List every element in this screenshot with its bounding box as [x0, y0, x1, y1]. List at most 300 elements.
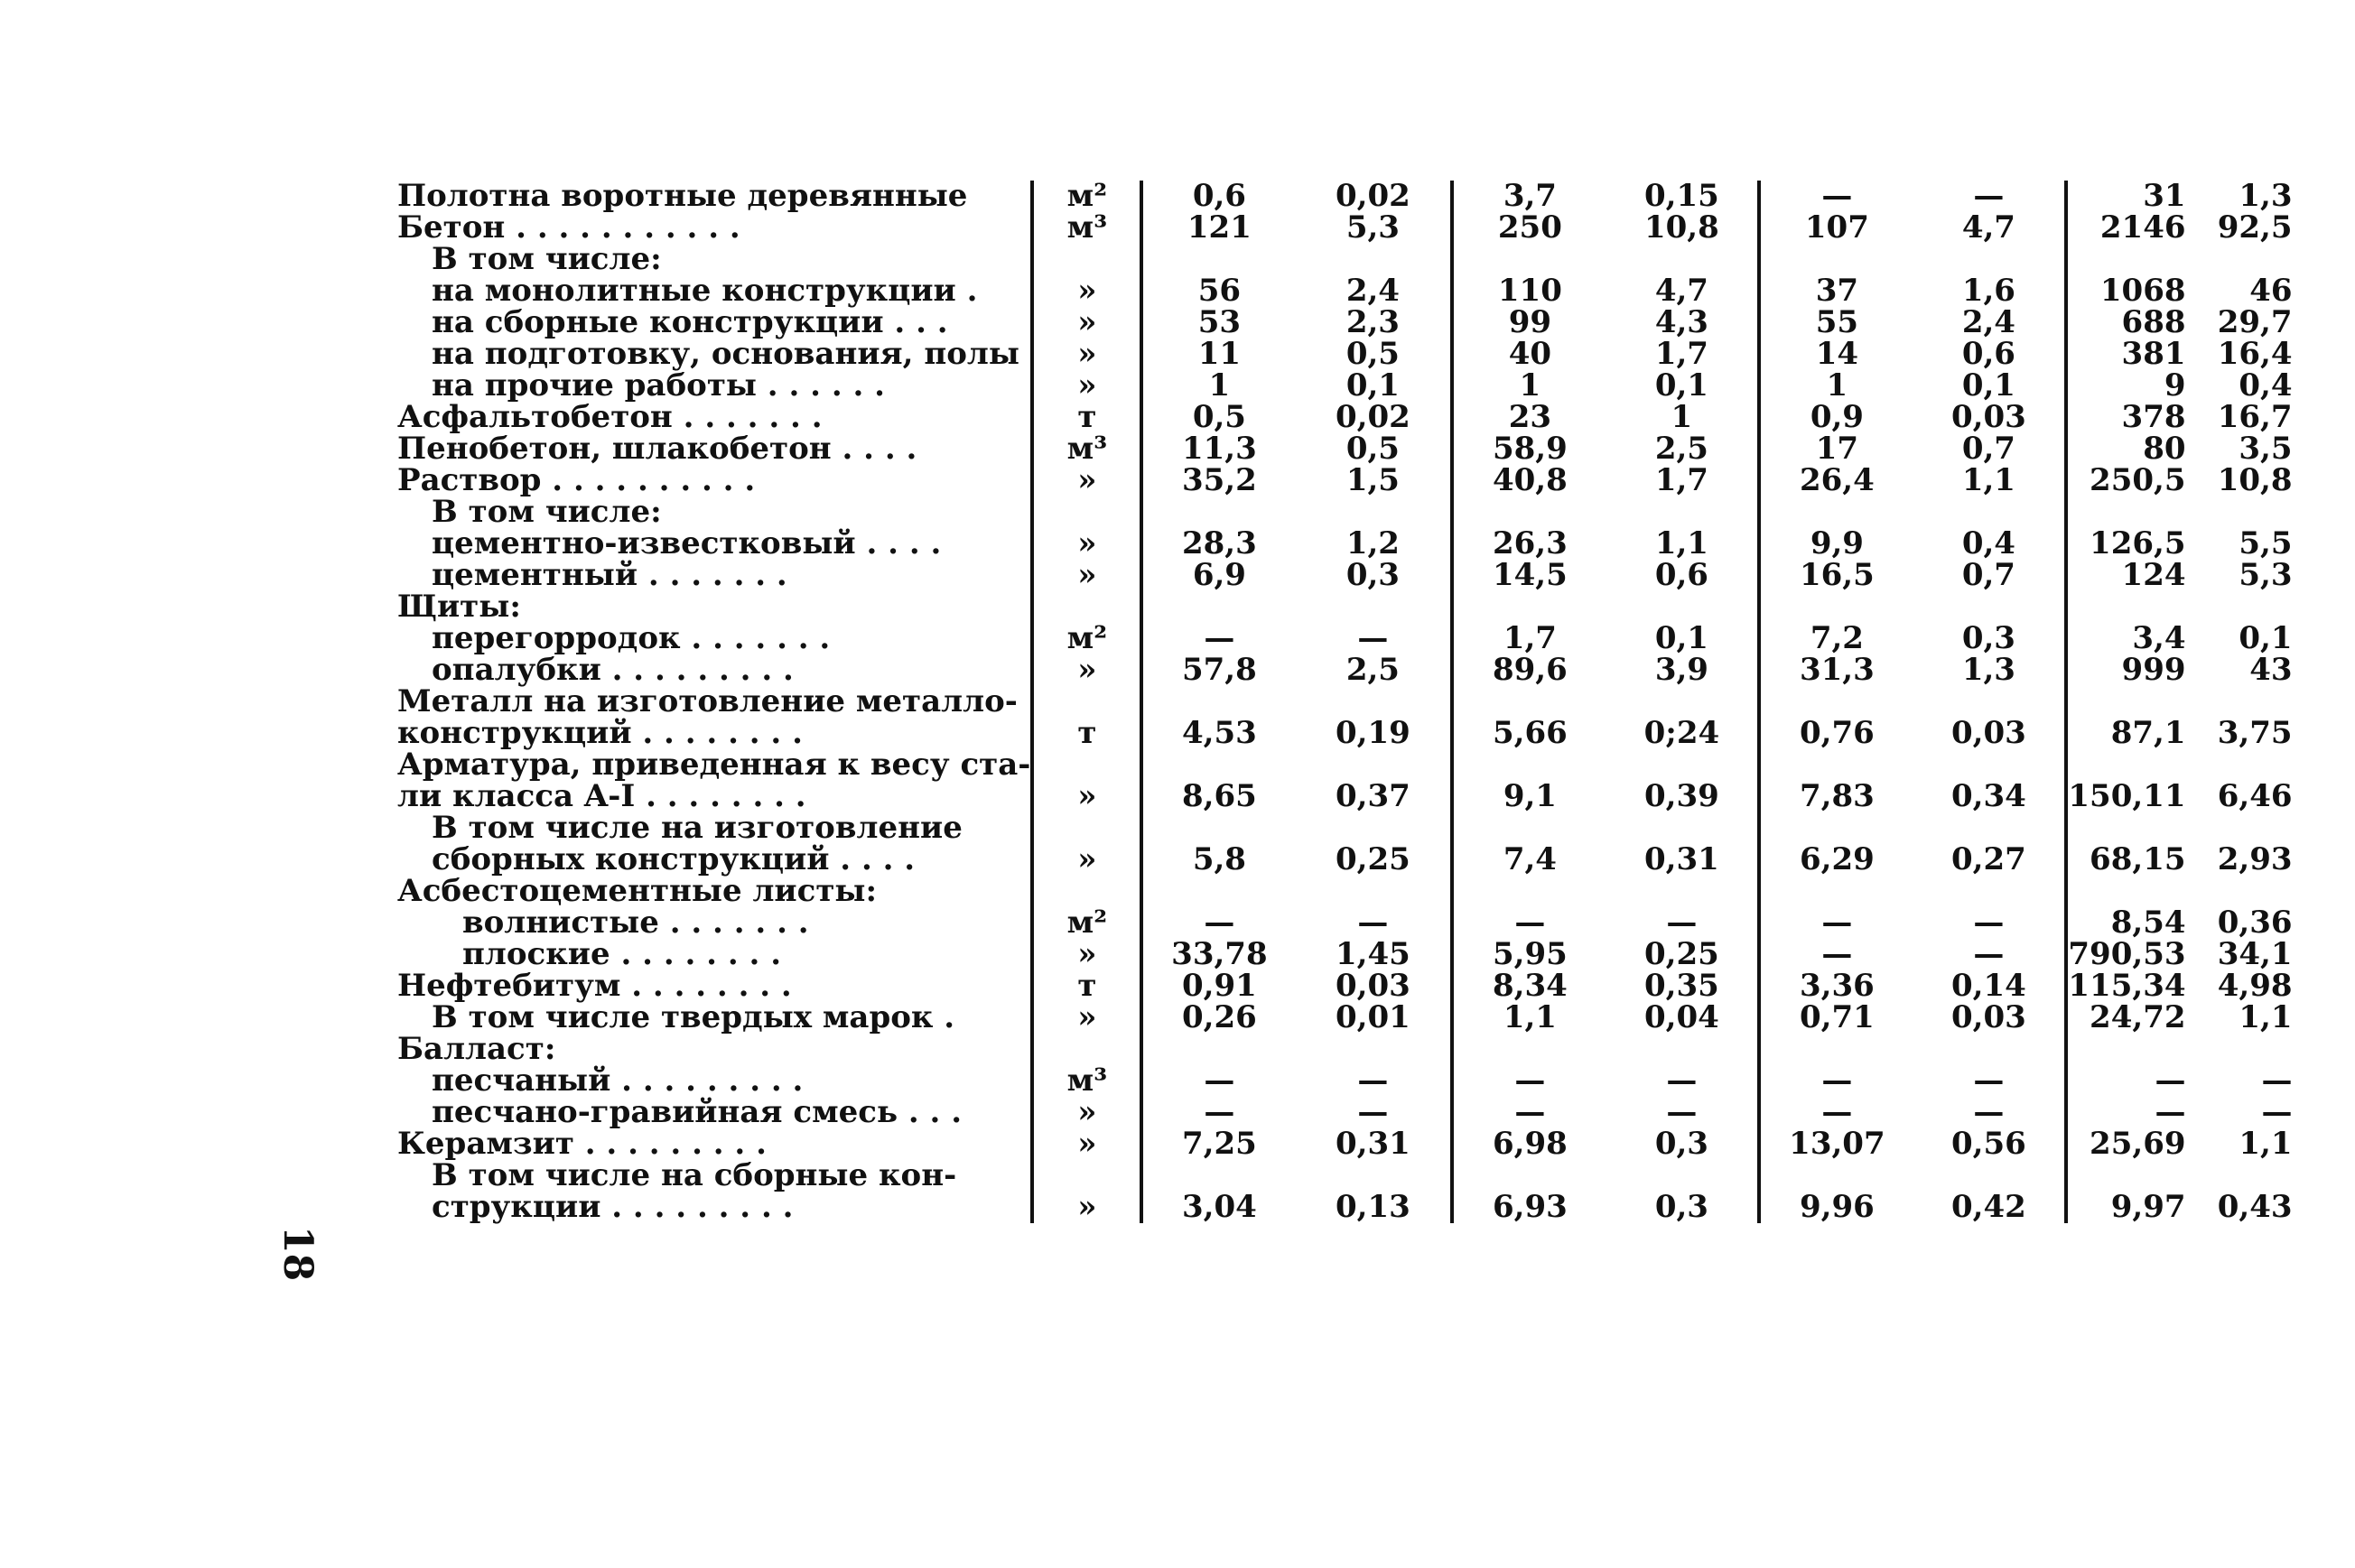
value-cell: 0,4: [2239, 367, 2293, 404]
value-cell: 2,4: [1961, 304, 2015, 340]
value-cell: —: [1666, 1094, 1698, 1130]
table-row: [397, 307, 2293, 339]
unit-cell: м³: [1032, 1065, 1141, 1097]
value-cell: [2193, 591, 2293, 623]
value-cell: 3,04: [1141, 1192, 1295, 1223]
value-cell: 23: [1452, 402, 1606, 433]
value-cell: [2193, 876, 2293, 907]
value-cell: 80: [2066, 433, 2192, 465]
value-cell: 5,3: [1345, 209, 1400, 246]
value-cell: 2146: [2066, 212, 2192, 244]
unit-cell: [1032, 686, 1141, 718]
unit-cell: »: [1032, 1128, 1141, 1160]
unit-cell: »: [1032, 465, 1141, 496]
value-cell: 6,9: [1141, 560, 1295, 591]
table-row: [397, 496, 2293, 528]
unit-cell: »: [1032, 654, 1141, 686]
value-cell: 35,2: [1141, 465, 1295, 496]
table-row: [397, 686, 2293, 718]
value-cell: 8,54: [2066, 907, 2192, 939]
value-cell: 5,66: [1452, 718, 1606, 749]
value-cell: —: [2261, 1094, 2293, 1130]
value-cell: 17: [1759, 433, 1913, 465]
table-row: [397, 623, 2293, 654]
value-cell: 8,65: [1141, 781, 1295, 812]
value-cell: 34,1: [2217, 936, 2293, 972]
material-name: Балласт:: [397, 1031, 556, 1067]
unit-cell: [1032, 244, 1141, 275]
value-cell: [2193, 1160, 2293, 1192]
value-cell: [1913, 749, 2066, 781]
table-row: [397, 402, 2293, 433]
value-cell: [1452, 496, 1606, 528]
value-cell: [2066, 812, 2192, 844]
table-row: [397, 844, 2293, 876]
value-cell: 999: [2066, 654, 2192, 686]
value-cell: [1295, 244, 1452, 275]
value-cell: 1,1: [1452, 1002, 1606, 1034]
material-name: В том числе твердых марок .: [432, 999, 955, 1035]
value-cell: 3,7: [1452, 181, 1606, 212]
value-cell: 3,9: [1654, 652, 1708, 688]
value-cell: [1913, 244, 2066, 275]
material-name: сборных конструкций . . . .: [432, 841, 916, 877]
value-cell: 0,1: [1345, 367, 1400, 404]
value-cell: 0,42: [1950, 1189, 2026, 1225]
value-cell: 1,7: [1452, 623, 1606, 654]
material-name: цементный . . . . . . .: [432, 557, 787, 593]
unit-cell: т: [1032, 970, 1141, 1002]
value-cell: 14: [1759, 339, 1913, 370]
material-name: Нефтебитум . . . . . . . .: [397, 968, 792, 1004]
value-cell: [1452, 591, 1606, 623]
value-cell: 107: [1759, 212, 1913, 244]
value-cell: 33,78: [1141, 939, 1295, 970]
value-cell: 9: [2066, 370, 2192, 402]
table-row: [397, 244, 2293, 275]
value-cell: —: [1759, 1065, 1913, 1097]
table-row: [397, 781, 2293, 812]
value-cell: 0,5: [1345, 336, 1400, 372]
material-name: Полотна воротные деревянные: [397, 178, 968, 214]
value-cell: 40: [1452, 339, 1606, 370]
table-row: [397, 1065, 2293, 1097]
value-cell: 0,27: [1950, 841, 2026, 877]
value-cell: 26,4: [1759, 465, 1913, 496]
value-cell: 790,53: [2066, 939, 2192, 970]
value-cell: 7,4: [1452, 844, 1606, 876]
value-cell: 40,8: [1452, 465, 1606, 496]
unit-cell: »: [1032, 781, 1141, 812]
value-cell: 7,83: [1759, 781, 1913, 812]
table-row: [397, 939, 2293, 970]
value-cell: [1141, 496, 1295, 528]
value-cell: 1: [1671, 399, 1693, 435]
value-cell: 9,96: [1759, 1192, 1913, 1223]
value-cell: 1,1: [1961, 462, 2015, 498]
value-cell: 110: [1452, 275, 1606, 307]
value-cell: 5,3: [2239, 557, 2293, 593]
value-cell: 28,3: [1141, 528, 1295, 560]
value-cell: 0,1: [1961, 367, 2015, 404]
value-cell: 11,3: [1141, 433, 1295, 465]
value-cell: 0,31: [1643, 841, 1719, 877]
value-cell: 1,3: [1961, 652, 2015, 688]
value-cell: 7,25: [1141, 1128, 1295, 1160]
value-cell: 0,3: [1654, 1126, 1708, 1162]
value-cell: 0,1: [1654, 620, 1708, 656]
value-cell: 0,7: [1961, 431, 2015, 467]
value-cell: [2193, 812, 2293, 844]
table-row: [397, 907, 2293, 939]
value-cell: 0,43: [2217, 1189, 2293, 1225]
value-cell: 24,72: [2066, 1002, 2192, 1034]
value-cell: 0,03: [1335, 968, 1410, 1004]
value-cell: [2066, 1034, 2192, 1065]
value-cell: —: [1357, 905, 1389, 941]
value-cell: —: [1452, 1097, 1606, 1128]
material-name: волнистые . . . . . . .: [462, 905, 809, 941]
unit-cell: [1032, 749, 1141, 781]
value-cell: 0,15: [1643, 178, 1719, 214]
table-row: [397, 1034, 2293, 1065]
value-cell: [1295, 496, 1452, 528]
value-cell: [1295, 686, 1452, 718]
value-cell: [1606, 591, 1759, 623]
value-cell: 0,04: [1643, 999, 1719, 1035]
value-cell: 99: [1452, 307, 1606, 339]
value-cell: [1141, 749, 1295, 781]
unit-cell: м³: [1032, 433, 1141, 465]
value-cell: 29,7: [2217, 304, 2293, 340]
unit-cell: [1032, 591, 1141, 623]
material-name: песчано-гравийная смесь . . .: [432, 1094, 963, 1130]
value-cell: [1295, 1160, 1452, 1192]
value-cell: 0,3: [1345, 557, 1400, 593]
value-cell: 0,02: [1335, 399, 1410, 435]
value-cell: 0,03: [1950, 999, 2026, 1035]
value-cell: 0,9: [1759, 402, 1913, 433]
value-cell: [1913, 591, 2066, 623]
value-cell: 0,39: [1643, 778, 1719, 814]
value-cell: 1,7: [1654, 336, 1708, 372]
unit-cell: м²: [1032, 907, 1141, 939]
value-cell: 2,4: [1345, 273, 1400, 309]
value-cell: 1,5: [1345, 462, 1400, 498]
value-cell: 8,34: [1452, 970, 1606, 1002]
value-cell: 1,1: [1654, 525, 1708, 561]
unit-cell: »: [1032, 275, 1141, 307]
unit-cell: м²: [1032, 181, 1141, 212]
value-cell: 4,7: [1961, 209, 2015, 246]
value-cell: [1759, 244, 1913, 275]
value-cell: 0,14: [1950, 968, 2026, 1004]
value-cell: 9,1: [1452, 781, 1606, 812]
value-cell: 126,5: [2066, 528, 2192, 560]
value-cell: 9,97: [2066, 1192, 2192, 1223]
unit-cell: »: [1032, 528, 1141, 560]
unit-cell: »: [1032, 560, 1141, 591]
value-cell: 1: [1141, 370, 1295, 402]
value-cell: 378: [2066, 402, 2192, 433]
value-cell: —: [1973, 936, 2005, 972]
value-cell: 0,03: [1950, 715, 2026, 751]
value-cell: [1452, 244, 1606, 275]
value-cell: 10,8: [2217, 462, 2293, 498]
unit-cell: »: [1032, 939, 1141, 970]
value-cell: 0,13: [1335, 1189, 1410, 1225]
material-name: Металл на изготовление металло-: [397, 683, 1018, 719]
table-row: [397, 1160, 2293, 1192]
material-name: на монолитные конструкции .: [432, 273, 978, 309]
value-cell: 55: [1759, 307, 1913, 339]
value-cell: [1452, 1160, 1606, 1192]
material-name: Пенобетон, шлакобетон . . . .: [397, 431, 917, 467]
value-cell: 5,8: [1141, 844, 1295, 876]
value-cell: 9,9: [1759, 528, 1913, 560]
value-cell: 2,5: [1345, 652, 1400, 688]
unit-cell: »: [1032, 370, 1141, 402]
material-name: В том числе:: [432, 241, 662, 277]
value-cell: 31,3: [1759, 654, 1913, 686]
value-cell: 0,31: [1335, 1126, 1410, 1162]
value-cell: [2066, 496, 2192, 528]
unit-cell: »: [1032, 1097, 1141, 1128]
value-cell: 25,69: [2066, 1128, 2192, 1160]
value-cell: 3,75: [2217, 715, 2293, 751]
value-cell: 53: [1141, 307, 1295, 339]
table-row: [397, 1128, 2293, 1160]
value-cell: 89,6: [1452, 654, 1606, 686]
value-cell: 0,56: [1950, 1126, 2026, 1162]
value-cell: [1295, 812, 1452, 844]
value-cell: 0,4: [1961, 525, 2015, 561]
value-cell: 0,36: [2217, 905, 2293, 941]
value-cell: [1141, 1160, 1295, 1192]
material-name: Асбестоцементные листы:: [397, 873, 878, 909]
value-cell: [2193, 1034, 2293, 1065]
value-cell: [1452, 686, 1606, 718]
value-cell: 5,5: [2239, 525, 2293, 561]
value-cell: [2066, 591, 2192, 623]
value-cell: [1606, 1034, 1759, 1065]
value-cell: [2066, 686, 2192, 718]
value-cell: 16,4: [2217, 336, 2293, 372]
value-cell: [1452, 876, 1606, 907]
table-row: [397, 212, 2293, 244]
value-cell: 2,5: [1654, 431, 1708, 467]
material-name: на прочие работы . . . . . .: [432, 367, 886, 404]
table-row: [397, 560, 2293, 591]
material-name: В том числе:: [432, 494, 662, 530]
table-row: [397, 812, 2293, 844]
table-row: [397, 970, 2293, 1002]
value-cell: —: [1357, 1062, 1389, 1099]
value-cell: [1759, 686, 1913, 718]
value-cell: [2193, 244, 2293, 275]
value-cell: [1295, 749, 1452, 781]
materials-table: [397, 178, 2293, 1225]
value-cell: 0,6: [1961, 336, 2015, 372]
value-cell: [1759, 496, 1913, 528]
value-cell: 1: [1759, 370, 1913, 402]
unit-cell: [1032, 812, 1141, 844]
material-name: плоские . . . . . . . .: [462, 936, 782, 972]
value-cell: 0;24: [1643, 715, 1720, 751]
value-cell: [1913, 812, 2066, 844]
value-cell: 0,25: [1643, 936, 1719, 972]
material-name: на подготовку, основания, полы: [432, 336, 1019, 372]
value-cell: [1141, 1034, 1295, 1065]
value-cell: 92,5: [2217, 209, 2293, 246]
value-cell: 4,98: [2217, 968, 2293, 1004]
table-row: [397, 876, 2293, 907]
value-cell: 0,7: [1961, 557, 2015, 593]
value-cell: —: [1141, 1065, 1295, 1097]
material-name: конструкций . . . . . . . .: [397, 715, 803, 751]
value-cell: [1141, 591, 1295, 623]
unit-cell: [1032, 1034, 1141, 1065]
value-cell: 124: [2066, 560, 2192, 591]
value-cell: 4,3: [1654, 304, 1708, 340]
value-cell: —: [1357, 1094, 1389, 1130]
value-cell: 31: [2066, 181, 2192, 212]
value-cell: 0,3: [1654, 1189, 1708, 1225]
value-cell: 3,5: [2239, 431, 2293, 467]
material-name: ли класса A-I . . . . . . . .: [397, 778, 806, 814]
value-cell: —: [1666, 1062, 1698, 1099]
material-name: перегорродок . . . . . . .: [432, 620, 831, 656]
material-name: на сборные конструкции . . .: [432, 304, 948, 340]
value-cell: 121: [1141, 212, 1295, 244]
value-cell: 1,45: [1335, 936, 1410, 972]
value-cell: 0,34: [1950, 778, 2026, 814]
table-row: [397, 465, 2293, 496]
value-cell: 1,6: [1961, 273, 2015, 309]
value-cell: 4,7: [1654, 273, 1708, 309]
value-cell: 57,8: [1141, 654, 1295, 686]
value-cell: 37: [1759, 275, 1913, 307]
value-cell: [1913, 1160, 2066, 1192]
value-cell: 0,03: [1950, 399, 2026, 435]
value-cell: [2066, 876, 2192, 907]
value-cell: 87,1: [2066, 718, 2192, 749]
value-cell: 0,1: [1654, 367, 1708, 404]
value-cell: 0,01: [1335, 999, 1410, 1035]
value-cell: [1606, 244, 1759, 275]
material-name: В том числе на изготовление: [432, 810, 963, 846]
value-cell: 0,91: [1141, 970, 1295, 1002]
value-cell: 250: [1452, 212, 1606, 244]
table-row: [397, 749, 2293, 781]
value-cell: [1759, 591, 1913, 623]
value-cell: 5,95: [1452, 939, 1606, 970]
value-cell: 2,93: [2217, 841, 2293, 877]
value-cell: 16,7: [2217, 399, 2293, 435]
value-cell: 14,5: [1452, 560, 1606, 591]
value-cell: [1141, 686, 1295, 718]
value-cell: 10,8: [1643, 209, 1719, 246]
value-cell: 1,7: [1654, 462, 1708, 498]
value-cell: 1,2: [1345, 525, 1400, 561]
value-cell: 115,34: [2066, 970, 2192, 1002]
value-cell: [2066, 1160, 2192, 1192]
value-cell: 688: [2066, 307, 2192, 339]
unit-cell: »: [1032, 844, 1141, 876]
value-cell: 0,71: [1759, 1002, 1913, 1034]
value-cell: 3,4: [2066, 623, 2192, 654]
table-row: [397, 181, 2293, 212]
value-cell: —: [2066, 1065, 2192, 1097]
value-cell: —: [1141, 1097, 1295, 1128]
table-row: [397, 654, 2293, 686]
value-cell: —: [1973, 178, 2005, 214]
table-row: [397, 1002, 2293, 1034]
page-number: 18: [275, 1226, 321, 1282]
unit-cell: [1032, 876, 1141, 907]
value-cell: —: [1357, 620, 1389, 656]
value-cell: 6,46: [2217, 778, 2293, 814]
material-name: Раствор . . . . . . . . . .: [397, 462, 756, 498]
material-name: песчаный . . . . . . . . .: [432, 1062, 804, 1099]
value-cell: 2,3: [1345, 304, 1400, 340]
value-cell: [1606, 749, 1759, 781]
unit-cell: »: [1032, 307, 1141, 339]
material-name: опалубки . . . . . . . . .: [432, 652, 794, 688]
value-cell: 0,02: [1335, 178, 1410, 214]
value-cell: [2066, 244, 2192, 275]
value-cell: [1141, 876, 1295, 907]
value-cell: —: [1973, 1062, 2005, 1099]
value-cell: [1759, 1034, 1913, 1065]
value-cell: [1913, 496, 2066, 528]
value-cell: 1,1: [2239, 1126, 2293, 1162]
value-cell: 46: [2249, 273, 2293, 309]
table-row: [397, 1192, 2293, 1223]
value-cell: [1913, 686, 2066, 718]
table-row: [397, 1097, 2293, 1128]
value-cell: 1,1: [2239, 999, 2293, 1035]
value-cell: 6,98: [1452, 1128, 1606, 1160]
unit-cell: [1032, 496, 1141, 528]
value-cell: —: [1452, 1065, 1606, 1097]
table-row: [397, 433, 2293, 465]
value-cell: 43: [2249, 652, 2293, 688]
value-cell: [1759, 1160, 1913, 1192]
value-cell: 58,9: [1452, 433, 1606, 465]
value-cell: [1452, 1034, 1606, 1065]
value-cell: [2193, 686, 2293, 718]
value-cell: 0,35: [1643, 968, 1719, 1004]
value-cell: [1141, 244, 1295, 275]
value-cell: —: [1973, 905, 2005, 941]
value-cell: 11: [1141, 339, 1295, 370]
material-name: В том числе на сборные кон-: [432, 1157, 957, 1193]
value-cell: 13,07: [1759, 1128, 1913, 1160]
value-cell: [2193, 496, 2293, 528]
value-cell: 250,5: [2066, 465, 2192, 496]
table-row: [397, 591, 2293, 623]
value-cell: 0,37: [1335, 778, 1410, 814]
unit-cell: т: [1032, 402, 1141, 433]
value-cell: —: [2261, 1062, 2293, 1099]
value-cell: [1606, 1160, 1759, 1192]
value-cell: 6,93: [1452, 1192, 1606, 1223]
value-cell: [1759, 749, 1913, 781]
value-cell: —: [1141, 907, 1295, 939]
material-name: Бетон . . . . . . . . . . .: [397, 209, 740, 246]
value-cell: 381: [2066, 339, 2192, 370]
